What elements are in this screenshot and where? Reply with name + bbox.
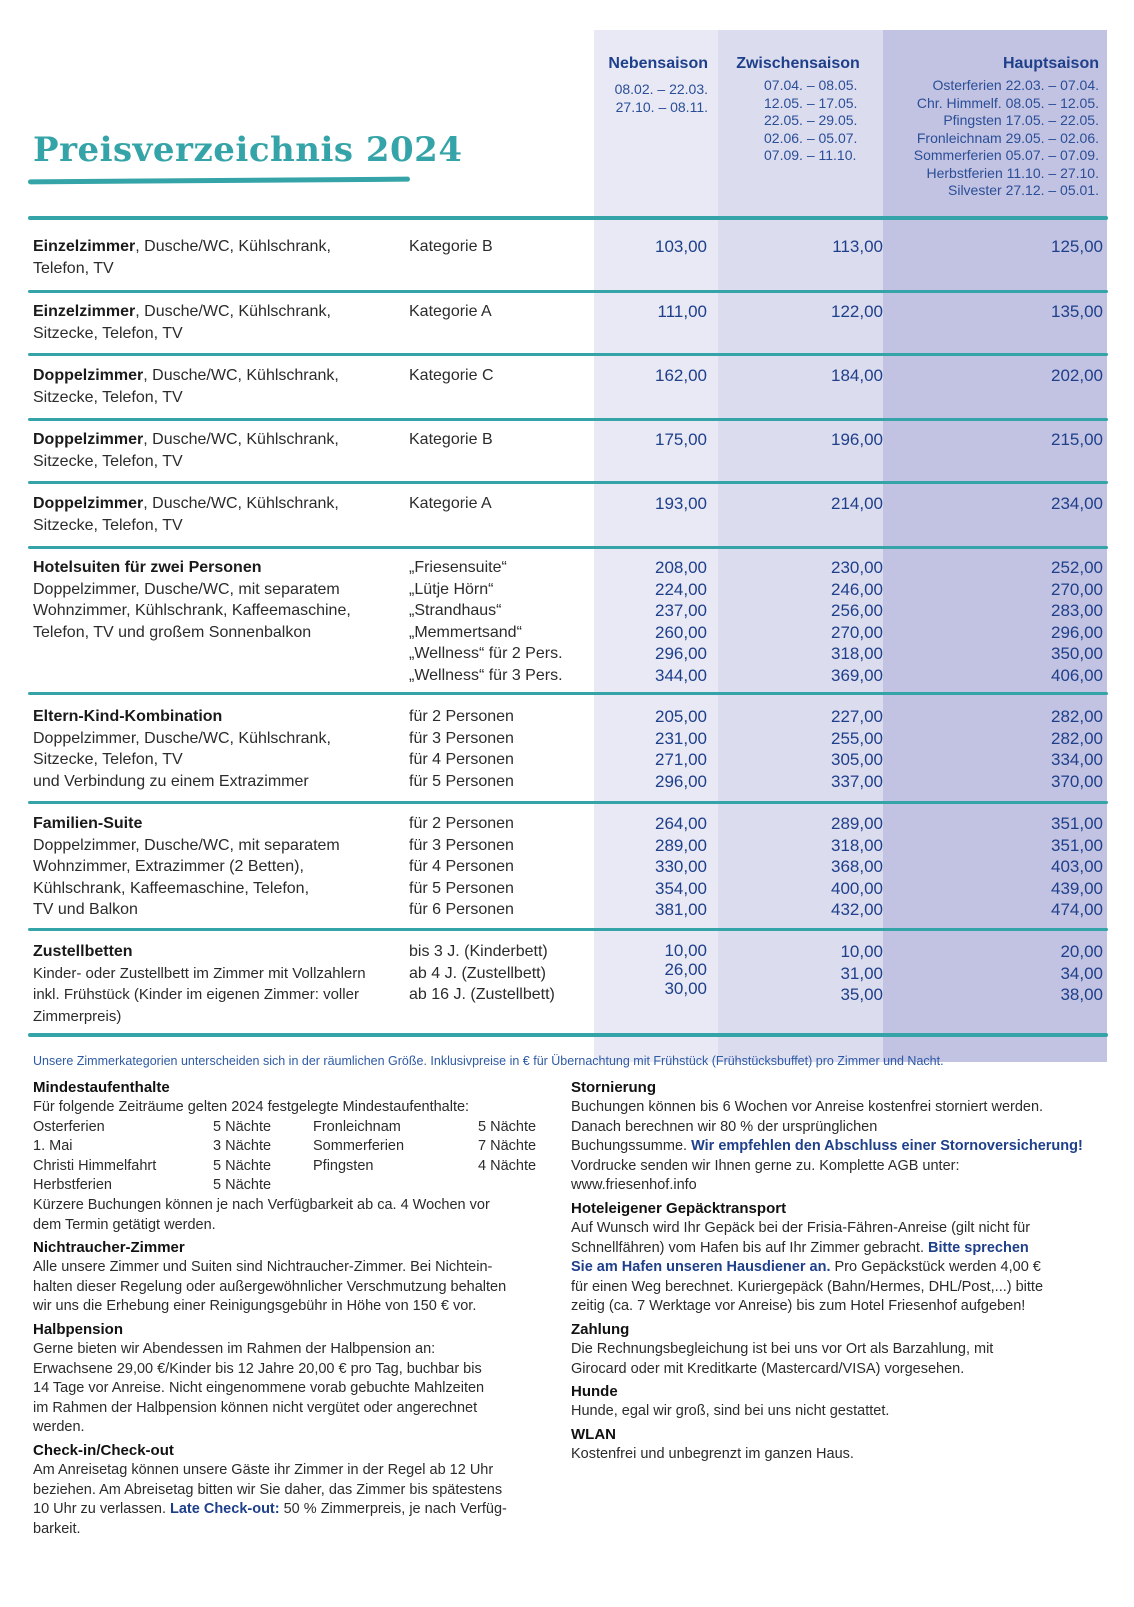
section-hunde	[571, 1382, 1106, 1422]
room-desc-line: Zimmerpreis)	[33, 1007, 122, 1025]
season-period: 08.02. – 22.03.	[614, 81, 708, 97]
room-category: Kategorie A	[409, 303, 492, 320]
section-text: Danach berechnen wir 80 % der ursprünglichen	[571, 1118, 878, 1135]
price-neben: 231,00	[655, 728, 707, 748]
price-neben: 26,00	[664, 960, 707, 979]
divider	[28, 801, 1108, 804]
price-haupt: 370,00	[1051, 771, 1103, 791]
section-title: Nichtraucher-Zimmer	[33, 1239, 185, 1257]
price-haupt: 20,00	[1060, 942, 1103, 961]
info-right-column	[571, 1078, 1106, 1467]
agb-link[interactable]: www.friesenhof.info	[571, 1177, 697, 1194]
stay-nights: 3 Nächte	[213, 1138, 272, 1155]
price-zwischen: 289,00	[831, 814, 883, 833]
room-category: bis 3 J. (Kinderbett)	[409, 943, 548, 960]
room-desc-line: Kinder- oder Zustellbett im Zimmer mit Vollzahlern	[33, 964, 366, 982]
price-zwischen: 230,00	[831, 558, 883, 577]
room-desc-line: Doppelzimmer, Dusche/WC, Kühlschrank,	[33, 729, 331, 747]
room-desc-line: Sitzecke, Telefon, TV	[33, 388, 183, 406]
price-neben: 296,00	[655, 644, 707, 663]
room-type: Hotelsuiten für zwei Personen	[33, 559, 262, 576]
price-neben: 30,00	[664, 979, 707, 998]
price-haupt: 296,00	[1051, 622, 1103, 642]
section-text: Pro Gepäckstück werden 4,00 €	[830, 1259, 1041, 1276]
season-period: 27.10. – 08.11.	[615, 98, 708, 115]
price-neben: 205,00	[655, 707, 707, 726]
season-period: 02.06. – 05.07.	[764, 129, 858, 146]
room-desc-line: Doppelzimmer, Dusche/WC, mit separatem	[33, 836, 340, 854]
section-text: beziehen. Am Abreisetag bitten wir Sie daher, das Zimmer bis spätestens	[33, 1481, 503, 1498]
section-mindestaufenthalte	[33, 1078, 553, 1235]
section-title: Mindestaufenthalte	[33, 1079, 170, 1096]
price-zwischen: 10,00	[840, 942, 883, 961]
price-haupt: 202,00	[1051, 366, 1103, 385]
section-title: WLAN	[571, 1425, 616, 1443]
stay-nights: 5 Nächte	[213, 1157, 272, 1174]
room-category: Kategorie B	[409, 238, 493, 255]
divider	[28, 928, 1108, 931]
section-text: Kürzere Buchungen können je nach Verfügbarkeit ab ca. 4 Wochen vor	[33, 1196, 490, 1213]
section-checkin	[33, 1441, 553, 1539]
price-neben: 224,00	[655, 579, 707, 599]
price-neben: 260,00	[655, 622, 707, 642]
section-zahlung	[571, 1320, 1106, 1379]
price-haupt: 334,00	[1051, 750, 1103, 769]
price-neben: 344,00	[655, 665, 707, 685]
room-category: ab 4 J. (Zustellbett)	[409, 964, 546, 982]
divider	[28, 1033, 1108, 1037]
price-haupt: 34,00	[1060, 963, 1103, 983]
room-desc-line: Sitzecke, Telefon, TV	[33, 751, 183, 768]
section-text: Die Rechnungsbegleichung ist bei uns vor Ort als Barzahlung, mit	[571, 1340, 994, 1357]
section-text: im Rahmen der Halbpension können nicht vergütet oder angerechnet	[33, 1399, 478, 1416]
room-type: Einzelzimmer	[33, 303, 136, 320]
room-type: Zustellbetten	[33, 943, 133, 960]
stay-nights: 5 Nächte	[213, 1177, 272, 1194]
season-period: Fronleichnam 29.05. – 02.06.	[916, 129, 1099, 146]
room-category: „Wellness“ für 3 Pers.	[409, 666, 563, 684]
stay-nights: 7 Nächte	[478, 1138, 537, 1155]
section-text: zeitig (ca. 7 Werktage vor Anreise) bis zum Hotel Friesenhof aufgeben!	[571, 1298, 1026, 1315]
price-haupt: 125,00	[1051, 237, 1103, 256]
stay-nights: 5 Nächte	[213, 1118, 272, 1135]
price-neben: 296,00	[655, 771, 707, 791]
section-text: für einen Weg berechnet. Kuriergepäck (Bahn/Hermes, DHL/Post,...) bitte	[571, 1278, 1044, 1295]
season-period: Herbstferien 11.10. – 27.10.	[926, 164, 1099, 181]
price-zwischen: 432,00	[831, 900, 883, 919]
price-neben: 10,00	[664, 941, 707, 960]
divider	[28, 290, 1108, 293]
section-title: Zahlung	[571, 1320, 630, 1338]
room-category: „Lütje Hörn“	[409, 580, 494, 598]
room-category: Kategorie A	[409, 495, 492, 512]
stay-period: Herbstferien	[33, 1177, 112, 1194]
price-zwischen: 113,00	[832, 237, 883, 256]
price-zwischen: 196,00	[831, 430, 883, 449]
room-category: „Friesensuite“	[409, 559, 507, 576]
room-type: Doppelzimmer	[33, 495, 144, 512]
room-desc-line: Kühlschrank, Kaffeemaschine, Telefon,	[33, 879, 310, 897]
price-zwischen: 122,00	[831, 302, 883, 321]
price-haupt: 215,00	[1051, 430, 1103, 449]
price-zwischen: 256,00	[831, 601, 883, 620]
room-desc-line: inkl. Frühstück (Kinder im eigenen Zimmer: voller	[33, 986, 359, 1003]
season-name: Nebensaison	[608, 55, 708, 72]
stay-nights: 4 Nächte	[478, 1157, 537, 1174]
divider	[28, 546, 1108, 549]
stay-nights: 5 Nächte	[478, 1118, 537, 1135]
room-features: , Dusche/WC, Kühlschrank,	[143, 495, 339, 512]
price-zwischen: 337,00	[831, 771, 883, 791]
room-features: , Dusche/WC, Kühlschrank,	[143, 367, 339, 384]
room-type: Doppelzimmer	[33, 431, 144, 448]
room-desc-line: und Verbindung zu einem Extrazimmer	[33, 772, 309, 790]
season-header-haupt	[884, 55, 1099, 200]
room-desc-line: Telefon, TV	[33, 259, 114, 277]
price-neben: 330,00	[655, 857, 707, 876]
room-category: für 2 Personen	[409, 708, 514, 725]
price-haupt: 406,00	[1051, 665, 1103, 685]
divider	[28, 481, 1108, 484]
price-haupt: 439,00	[1051, 878, 1103, 898]
room-category: „Strandhaus“	[409, 602, 502, 619]
section-text: Buchungen können bis 6 Wochen vor Anreise kostenfrei storniert werden.	[571, 1099, 1044, 1115]
room-category: Kategorie C	[409, 367, 494, 384]
section-text: halten dieser Regelung oder außergewöhnlicher Verschmutzung behalten	[33, 1278, 507, 1295]
room-desc-line: Sitzecke, Telefon, TV	[33, 516, 183, 534]
storno-highlight: Wir empfehlen den Abschluss einer Stornoversicherung!	[691, 1138, 1083, 1155]
price-haupt: 474,00	[1051, 900, 1103, 919]
section-nichtraucher	[33, 1238, 553, 1317]
room-category: für 4 Personen	[409, 858, 514, 875]
room-category: für 3 Personen	[409, 836, 514, 854]
room-category: für 6 Personen	[409, 901, 514, 918]
price-neben: 103,00	[655, 237, 707, 256]
section-text: werden.	[33, 1419, 85, 1436]
section-text: Am Anreisetag können unsere Gäste ihr Zimmer in der Regel ab 12 Uhr	[33, 1461, 494, 1478]
price-neben: 111,00	[657, 302, 707, 321]
price-haupt: 270,00	[1051, 579, 1103, 599]
price-haupt: 252,00	[1051, 558, 1103, 577]
price-haupt: 403,00	[1051, 857, 1103, 876]
price-zwischen: 368,00	[831, 857, 883, 876]
season-name: Zwischensaison	[736, 55, 860, 72]
room-category: „Memmertsand“	[409, 623, 522, 641]
price-neben: 175,00	[655, 430, 707, 449]
price-zwischen: 31,00	[840, 963, 883, 983]
room-type: Einzelzimmer	[33, 238, 136, 255]
price-haupt: 283,00	[1051, 601, 1103, 620]
season-period: Chr. Himmelf. 08.05. – 12.05.	[916, 94, 1099, 111]
price-zwischen: 369,00	[831, 665, 883, 685]
season-period: 07.04. – 08.05.	[764, 77, 858, 93]
section-title: Check-in/Check-out	[33, 1441, 174, 1459]
room-desc-line: Sitzecke, Telefon, TV	[33, 452, 183, 470]
price-zwischen: 184,00	[831, 366, 883, 385]
price-zwischen: 227,00	[831, 707, 883, 726]
room-category: ab 16 J. (Zustellbett)	[409, 986, 555, 1003]
section-stornierung	[571, 1078, 1106, 1196]
section-title: Halbpension	[33, 1320, 124, 1338]
price-zwischen: 270,00	[831, 622, 883, 642]
stay-period: 1. Mai	[33, 1138, 73, 1155]
price-zwischen: 318,00	[831, 644, 883, 663]
section-text: 14 Tage vor Anreise. Nicht eingenommene vorab gebuchte Mahlzeiten	[33, 1380, 485, 1397]
season-period: 22.05. – 29.05.	[764, 112, 858, 128]
price-zwischen: 305,00	[831, 750, 883, 769]
room-category: „Wellness“ für 2 Pers.	[409, 645, 563, 662]
price-neben: 237,00	[655, 601, 707, 620]
info-left-column	[33, 1078, 553, 1542]
section-wlan	[571, 1425, 1106, 1465]
room-category: für 5 Personen	[409, 879, 514, 897]
divider	[28, 216, 1108, 220]
price-neben: 193,00	[655, 494, 707, 513]
price-haupt: 135,00	[1051, 302, 1103, 321]
section-text: Alle unsere Zimmer und Suiten sind Nichtraucher-Zimmer. Bei Nichtein-	[33, 1259, 493, 1276]
divider	[28, 353, 1108, 356]
section-halbpension	[33, 1320, 553, 1438]
season-header-neben	[596, 55, 708, 116]
season-period: Silvester 27.12. – 05.01.	[948, 182, 1099, 198]
section-text: Auf Wunsch wird Ihr Gepäck bei der Frisia-Fähren-Anreise (gilt nicht für	[571, 1219, 1031, 1236]
section-text: Für folgende Zeiträume gelten 2024 festgelegte Mindestaufenthalte:	[33, 1099, 470, 1115]
season-period: 12.05. – 17.05.	[764, 94, 858, 111]
price-haupt: 350,00	[1051, 644, 1103, 663]
season-header-zwischen	[724, 55, 872, 165]
section-text: barkeit.	[33, 1520, 81, 1537]
price-neben: 271,00	[655, 750, 707, 769]
stay-period: Fronleichnam	[313, 1118, 401, 1135]
room-desc-line: Doppelzimmer, Dusche/WC, mit separatem	[33, 580, 340, 598]
price-zwischen: 35,00	[840, 985, 883, 1004]
room-category: für 3 Personen	[409, 729, 514, 747]
stay-period: Osterferien	[33, 1118, 105, 1135]
room-features: , Dusche/WC, Kühlschrank,	[143, 431, 339, 448]
room-type: Doppelzimmer	[33, 367, 144, 384]
price-haupt: 282,00	[1051, 728, 1103, 748]
room-category: für 2 Personen	[409, 815, 514, 832]
room-desc-line: Telefon, TV und großem Sonnenbalkon	[33, 623, 312, 641]
section-title: Hoteleigener Gepäcktransport	[571, 1199, 787, 1217]
stay-period: Sommerferien	[313, 1138, 405, 1155]
price-zwischen: 318,00	[831, 835, 883, 855]
room-desc-line: Sitzecke, Telefon, TV	[33, 324, 183, 342]
price-haupt: 282,00	[1051, 707, 1103, 726]
room-type: Eltern-Kind-Kombination	[33, 708, 223, 725]
section-title: Stornierung	[571, 1079, 656, 1096]
late-checkout-highlight: Late Check-out:	[170, 1501, 280, 1518]
section-text: Gerne bieten wir Abendessen im Rahmen der Halbpension an:	[33, 1340, 436, 1357]
season-period: Osterferien 22.03. – 07.04.	[932, 77, 1099, 93]
section-text: Hunde, egal wir groß, sind bei uns nicht gestattet.	[571, 1403, 890, 1420]
section-text: Vordrucke senden wir Ihnen gerne zu. Komplette AGB unter:	[571, 1157, 960, 1174]
min-stay-table	[33, 1118, 553, 1196]
price-neben: 354,00	[655, 878, 707, 898]
season-period: 07.09. – 11.10.	[764, 147, 857, 163]
price-neben: 208,00	[655, 558, 707, 577]
price-zwischen: 214,00	[831, 494, 883, 513]
season-period: Sommerferien 05.07. – 07.09.	[913, 147, 1099, 163]
section-text: 10 Uhr zu verlassen.	[33, 1501, 171, 1518]
price-neben: 264,00	[655, 814, 707, 833]
price-zwischen: 246,00	[831, 579, 883, 599]
section-text: Erwachsene 29,00 €/Kinder bis 12 Jahre 20,00 € pro Tag, buchbar bis	[33, 1360, 482, 1377]
section-text: Girocard oder mit Kreditkarte (Mastercard/VISA) vorgesehen.	[571, 1360, 965, 1377]
page-title: Preisverzeichnis 2024	[33, 130, 463, 170]
room-desc-line: Wohnzimmer, Extrazimmer (2 Betten),	[33, 858, 304, 875]
room-category: Kategorie B	[409, 431, 493, 448]
price-neben: 289,00	[655, 835, 707, 855]
room-features: , Dusche/WC, Kühlschrank,	[135, 238, 331, 255]
section-text: 50 % Zimmerpreis, je nach Verfüg-	[279, 1501, 507, 1518]
room-desc-line: Wohnzimmer, Kühlschrank, Kaffeemaschine,	[33, 602, 351, 619]
section-text: Buchungssumme.	[571, 1138, 692, 1155]
price-neben: 162,00	[655, 366, 707, 385]
price-neben: 381,00	[655, 900, 707, 919]
section-text: dem Termin getätigt werden.	[33, 1216, 216, 1233]
price-zwischen: 400,00	[831, 878, 883, 898]
gepaeck-highlight: Bitte sprechen	[928, 1239, 1029, 1256]
section-gepaeck	[571, 1199, 1106, 1317]
room-category: für 5 Personen	[409, 772, 514, 790]
price-haupt: 351,00	[1051, 814, 1103, 833]
price-zwischen: 255,00	[831, 728, 883, 748]
gepaeck-highlight: Sie am Hafen unseren Hausdiener an.	[571, 1259, 831, 1276]
season-period: Pfingsten 17.05. – 22.05.	[943, 112, 1099, 128]
room-desc-line: TV und Balkon	[33, 901, 138, 918]
price-haupt: 351,00	[1051, 835, 1103, 855]
room-category: für 4 Personen	[409, 751, 514, 768]
room-type: Familien-Suite	[33, 815, 143, 832]
season-name: Hauptsaison	[1002, 55, 1099, 72]
price-footnote: Unsere Zimmerkategorien unterscheiden sich in der räumlichen Größe. Inklusivpreise in € für Übernachtung mit Frühstück (Frühstücksbuffet) pro Zimmer und Nacht.	[33, 1054, 944, 1068]
section-text: wir uns die Erhebung einer Reinigungsgebühr in Höhe von 150 € vor.	[33, 1298, 477, 1315]
section-title: Hunde	[571, 1383, 618, 1401]
section-text: Schnellfähren) vom Hafen bis auf Ihr Zimmer gebracht.	[571, 1239, 929, 1256]
title-underline	[28, 177, 410, 185]
divider	[28, 692, 1108, 695]
price-haupt: 234,00	[1051, 494, 1103, 513]
stay-period: Christi Himmelfahrt	[33, 1157, 157, 1174]
price-haupt: 38,00	[1060, 985, 1103, 1004]
divider	[28, 418, 1108, 421]
section-text: Kostenfrei und unbegrenzt im ganzen Haus.	[571, 1445, 854, 1462]
room-features: , Dusche/WC, Kühlschrank,	[135, 303, 331, 320]
stay-period: Pfingsten	[313, 1157, 374, 1174]
